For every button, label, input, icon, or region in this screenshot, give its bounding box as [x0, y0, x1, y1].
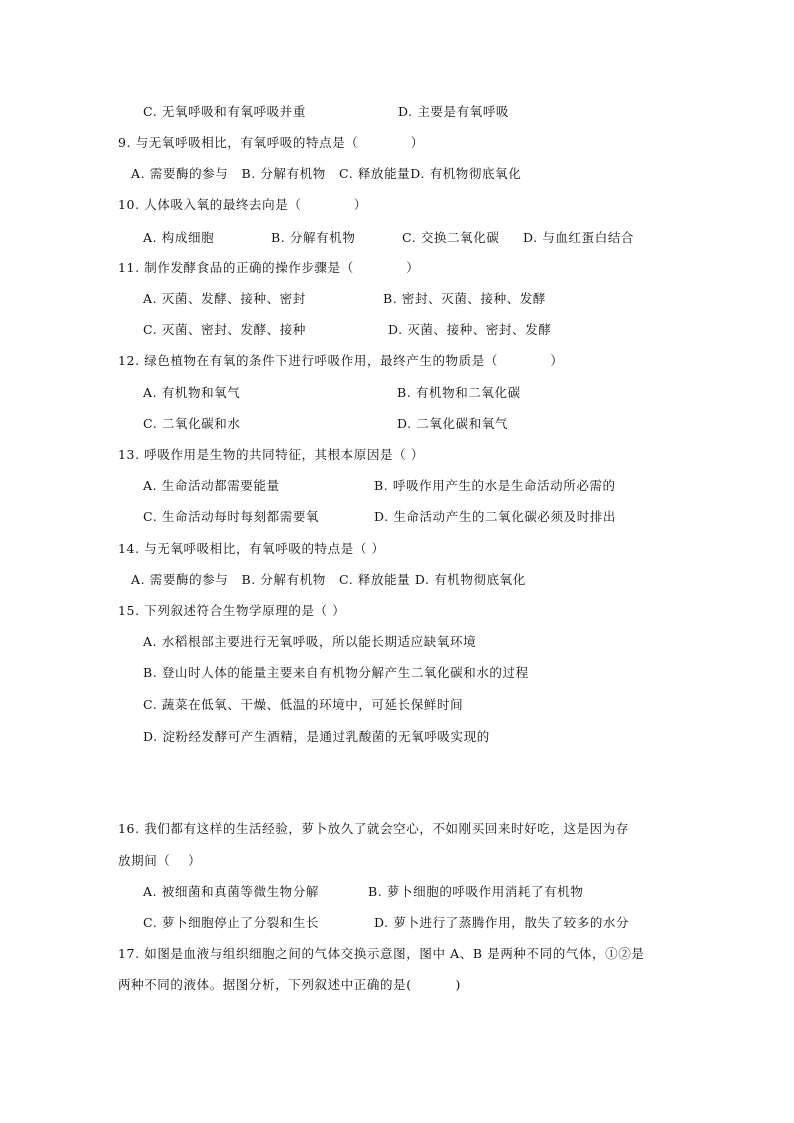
q12-stem: 12. 绿色植物在有氧的条件下进行呼吸作用，最终产生的物质是（ ）	[118, 353, 564, 368]
q13-option-b: B. 呼吸作用产生的水是生命活动所必需的	[374, 478, 616, 493]
q15-option-b: B. 登山时人体的能量主要来自有机物分解产生二氧化碳和水的过程	[143, 665, 529, 680]
q16-option-b: B. 萝卜细胞的呼吸作用消耗了有机物	[368, 884, 584, 899]
q16-stem-line1: 16. 我们都有这样的生活经验，萝卜放久了就会空心，不如刚买回来时好吃，这是因为存	[118, 821, 629, 836]
q11-option-a: A. 灭菌、发酵、接种、密封	[143, 291, 306, 306]
q11-option-b: B. 密封、灭菌、接种、发酵	[383, 291, 547, 306]
q10-option-a: A. 构成细胞	[143, 230, 215, 245]
q12-option-c: C. 二氧化碳和水	[143, 416, 241, 431]
q9-stem: 9. 与无氧呼吸相比，有氧呼吸的特点是（ ）	[118, 135, 424, 150]
q16-option-d: D. 萝卜进行了蒸腾作用，散失了较多的水分	[374, 915, 630, 930]
q10-option-b: B. 分解有机物	[271, 230, 356, 245]
q8-option-d: D. 主要是有氧呼吸	[398, 104, 510, 119]
q15-option-c: C. 蔬菜在低氧、干燥、低温的环境中，可延长保鲜时间	[143, 697, 464, 712]
q11-option-d: D. 灭菌、接种、密封、发酵	[388, 322, 552, 337]
q10-stem: 10. 人体吸入氧的最终去向是（ ）	[118, 197, 367, 212]
q16-option-c: C. 萝卜细胞停止了分裂和生长	[143, 915, 320, 930]
q13-stem: 13. 呼吸作用是生物的共同特征，其根本原因是（ ）	[118, 447, 424, 462]
q16-stem-line2: 放期间（ ）	[118, 853, 202, 868]
q15-option-a: A. 水稻根部主要进行无氧呼吸，所以能长期适应缺氧环境	[143, 634, 477, 649]
q11-option-c: C. 灭菌、密封、发酵、接种	[143, 322, 306, 337]
q8-option-c: C. 无氧呼吸和有氧呼吸并重	[143, 104, 306, 119]
q14-options: A. 需要酶的参与 B. 分解有机物 C. 释放能量 D. 有机物彻底氧化	[131, 572, 526, 587]
q12-option-d: D. 二氧化碳和氧气	[397, 416, 509, 431]
q17-stem-line2: 两种不同的液体。据图分析，下列叙述中正确的是( )	[118, 977, 462, 992]
q11-stem: 11. 制作发酵食品的正确的操作步骤是（ ）	[118, 260, 420, 275]
q12-option-a: A. 有机物和氧气	[143, 385, 241, 400]
q15-option-d: D. 淀粉经发酵可产生酒精，是通过乳酸菌的无氧呼吸实现的	[143, 729, 490, 744]
q13-option-c: C. 生命活动每时每刻都需要氧	[143, 509, 320, 524]
q10-option-c: C. 交换二氧化碳	[402, 230, 500, 245]
q13-option-a: A. 生命活动都需要能量	[143, 478, 280, 493]
q15-stem: 15. 下列叙述符合生物学原理的是（ ）	[118, 603, 346, 618]
q12-option-b: B. 有机物和二氧化碳	[397, 385, 521, 400]
q14-stem: 14. 与无氧呼吸相比，有氧呼吸的特点是（ ）	[118, 541, 385, 556]
q13-option-d: D. 生命活动产生的二氧化碳必须及时排出	[374, 509, 617, 524]
q17-stem-line1: 17. 如图是血液与组织细胞之间的气体交换示意图，图中 A、B 是两种不同的气体，①②是	[118, 946, 645, 961]
q10-option-d: D. 与血红蛋白结合	[523, 230, 635, 245]
q16-option-a: A. 被细菌和真菌等微生物分解	[143, 884, 319, 899]
q9-options: A. 需要酶的参与 B. 分解有机物 C. 释放能量D. 有机物彻底氧化	[131, 166, 522, 181]
